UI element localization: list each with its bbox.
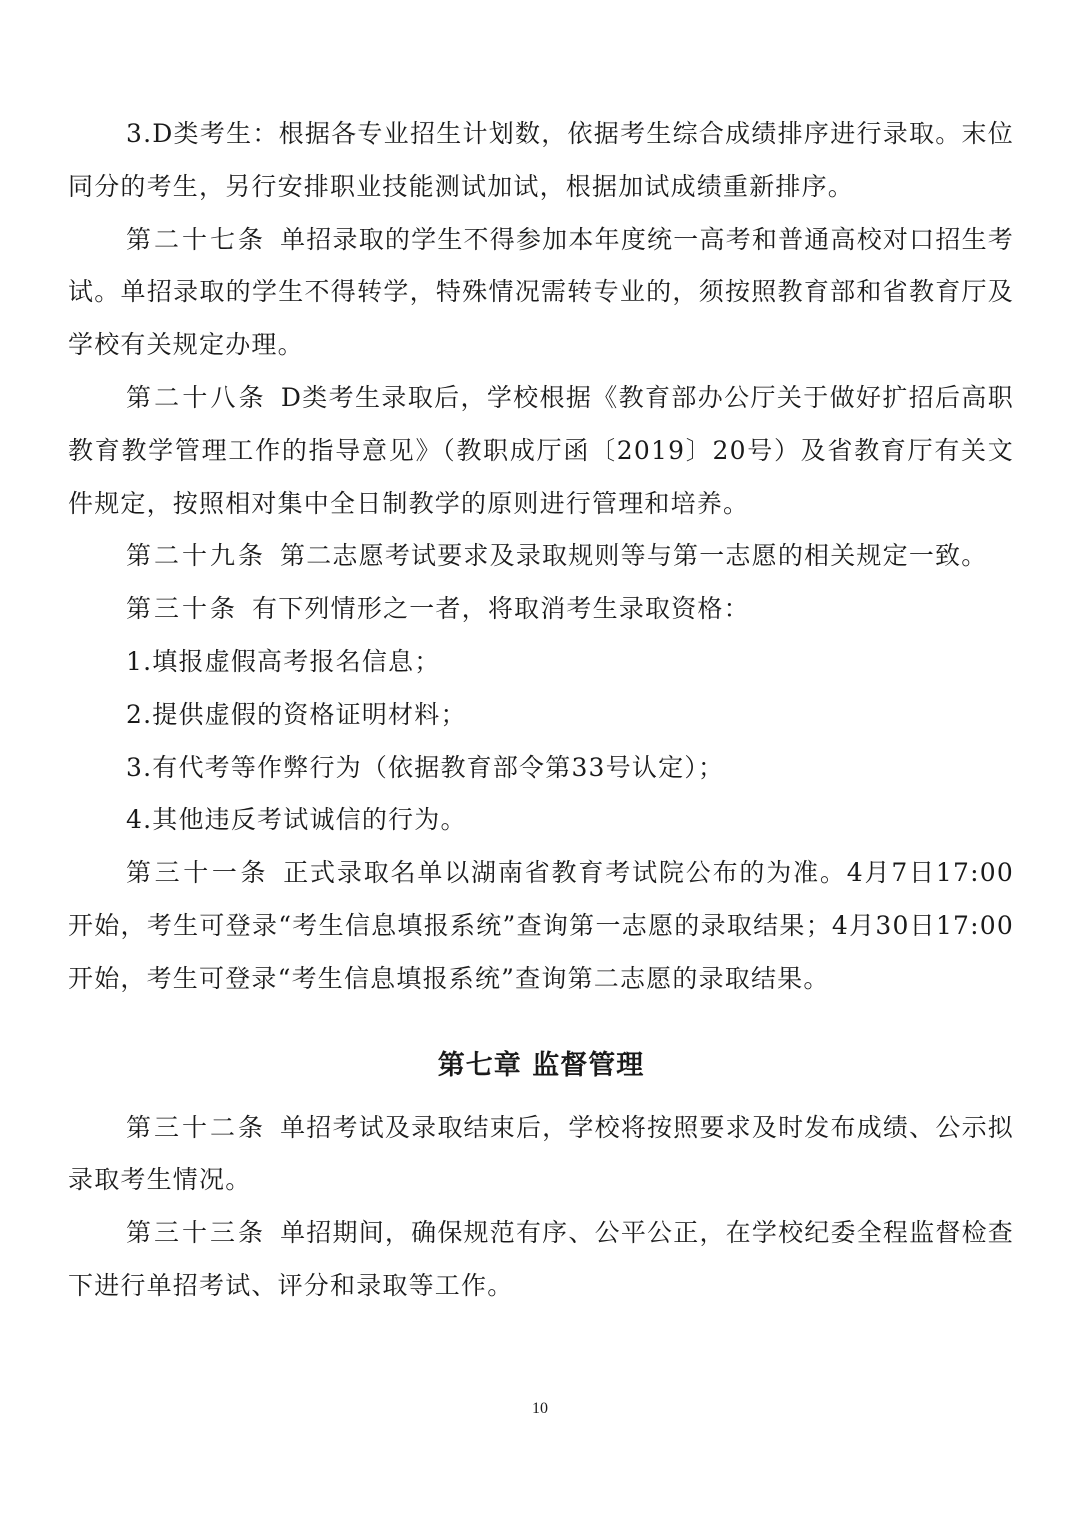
article-text: 单招录取的学生不得参加本年度统一高考和普通高校对口招生考试。单招录取的学生不得转学，特殊情况需转专业的，须按照教育部和省教育厅及学校有关规定办理。 — [68, 224, 1014, 360]
list-item-text: 4.其他违反考试诚信的行为。 — [126, 805, 467, 835]
list-item-text: 3.有代考等作弊行为（依据教育部令第33号认定）； — [126, 752, 725, 782]
article-number: 第二十七条 — [126, 224, 267, 254]
paragraph-d-class-admission — [68, 108, 1014, 214]
article-text: 第二志愿考试要求及录取规则等与第一志愿的相关规定一致。 — [280, 541, 988, 571]
article-32 — [68, 1102, 1014, 1208]
article-text: 单招考试及录取结束后，学校将按照要求及时发布成绩、公示拟录取考生情况。 — [68, 1112, 1014, 1195]
article-text: D类考生录取后，学校根据《教育部办公厅关于做好扩招后高职教育教学管理工作的指导意见》（教职成厅函〔2019〕20号）及省教育厅有关文件规定，按照相对集中全日制教学的原则进行管理和培养。 — [68, 382, 1014, 518]
article-33 — [68, 1207, 1014, 1313]
article-29 — [68, 530, 1014, 583]
article-30 — [68, 583, 1014, 636]
article-27 — [68, 214, 1014, 372]
article-number: 第二十八条 — [126, 382, 267, 412]
list-item-text: 2.提供虚假的资格证明材料； — [126, 699, 467, 729]
document-page — [68, 108, 1014, 1313]
article-text: 单招期间，确保规范有序、公平公正，在学校纪委全程监督检查下进行单招考试、评分和录取等工作。 — [68, 1218, 1014, 1300]
paragraph-text: 3.D类考生：根据各专业招生计划数，依据考生综合成绩排序进行录取。末位同分的考生，另行安排职业技能测试加试，根据加试成绩重新排序。 — [68, 119, 1014, 201]
article-28 — [68, 372, 1014, 530]
article-number: 第三十条 — [126, 594, 239, 624]
list-item — [68, 636, 1014, 689]
list-item-text: 1.填报虚假高考报名信息； — [126, 646, 441, 676]
article-number: 第二十九条 — [126, 541, 267, 571]
page-number: 10 — [532, 1400, 548, 1417]
list-item — [68, 794, 1014, 847]
article-number: 第三十三条 — [126, 1218, 267, 1248]
article-number: 第三十二条 — [126, 1112, 267, 1142]
article-text: 正式录取名单以湖南省教育考试院公布的为准。4月7日17:00开始，考生可登录“考生信息填报系统”查询第一志愿的录取结果；4月30日17:00开始，考生可登录“考生信息填报系统”查询第二志愿的录取结果。 — [68, 858, 1014, 993]
article-number: 第三十一条 — [126, 858, 270, 888]
chapter-heading: 第七章 监督管理 — [437, 1049, 645, 1081]
list-item — [68, 742, 1014, 795]
article-31 — [68, 847, 1014, 1005]
list-item — [68, 689, 1014, 742]
article-text: 有下列情形之一者，将取消考生录取资格： — [252, 594, 750, 624]
